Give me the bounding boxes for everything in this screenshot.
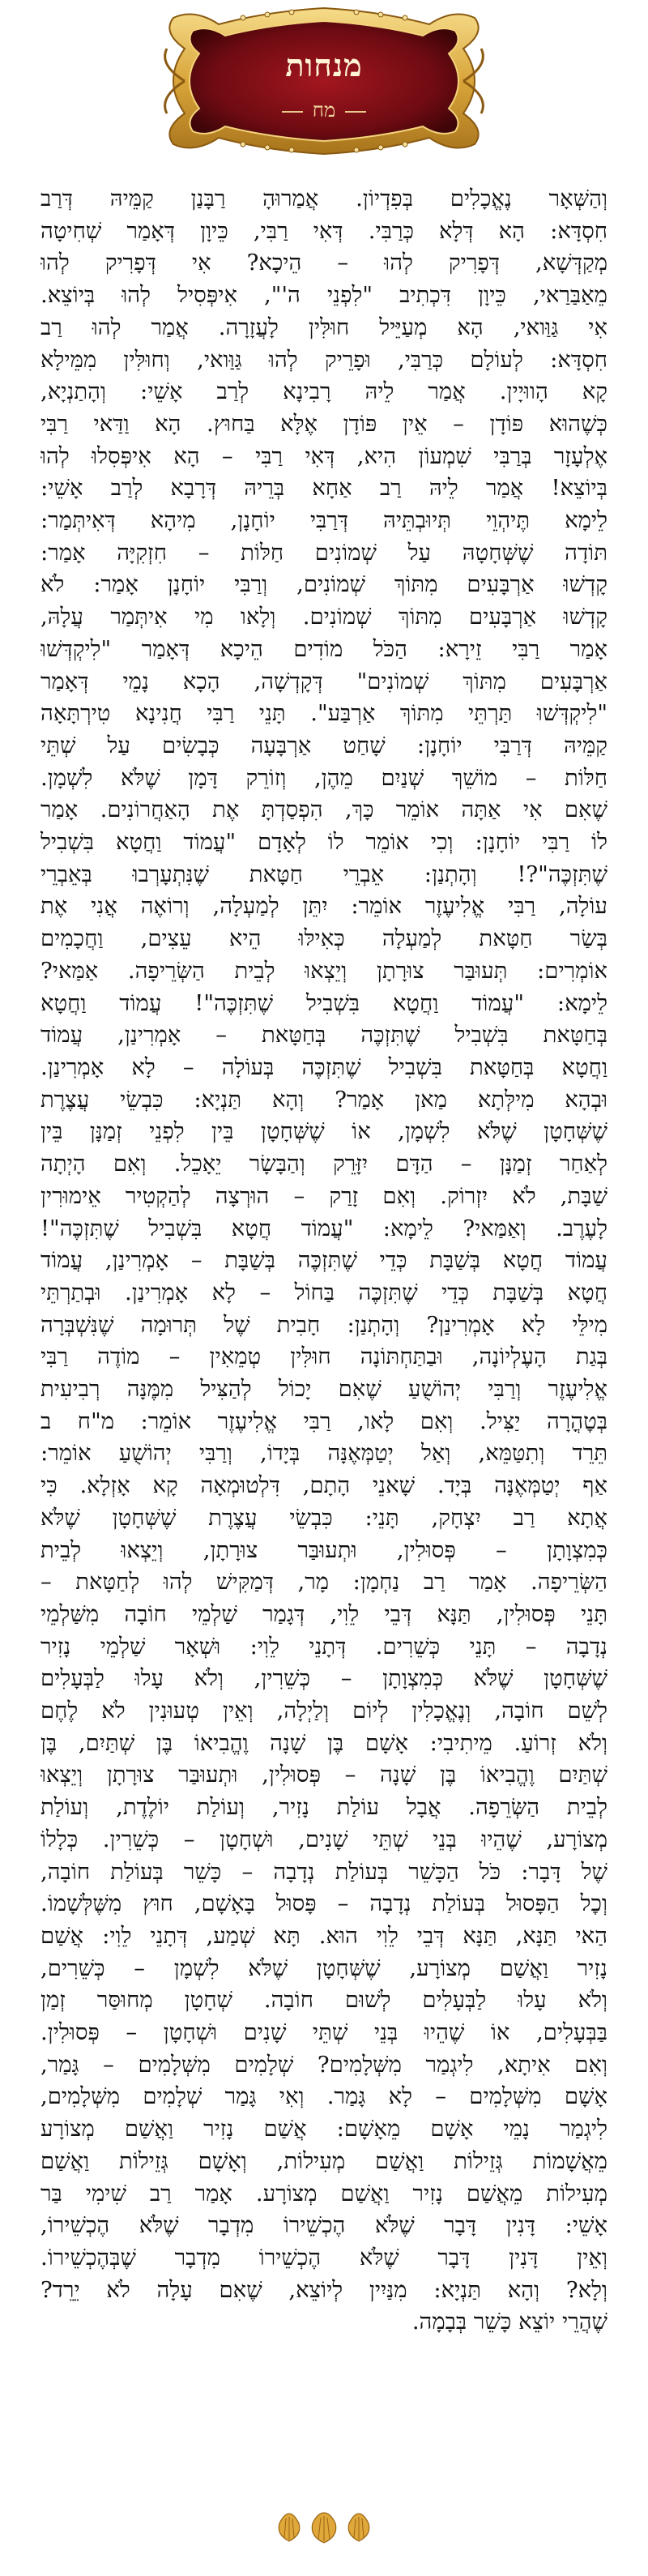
page-header bbox=[0, 0, 648, 162]
text-line: וְלָא? וְהָא תַּנְיָא: מִנַּיִין לְיוֹצֵא, שֶׁאִם עָלָה לֹא יֵרֵד? bbox=[40, 2276, 608, 2303]
text-line: וַחֲטָא בְּחַטָּאת בִּשְׁבִיל שֶׁתִּזְכֶּה בְּעוֹלָה – לָא אָמְרִינַן. bbox=[40, 1053, 608, 1080]
tractate-title: מנחות bbox=[285, 47, 363, 83]
text-line: חִסְדָּא: הָא דְּלָא כְּרַבִּי. דְּאִי רַבִּי, כֵּיוָן דְּאָמַר שְׁחִיטָה bbox=[40, 217, 608, 244]
text-line: אַרְבָּעִים מִתּוֹךְ שְׁמוֹנִים" דְּקָדְשָׁה, הָכָא נָמֵי דְּאָמַר bbox=[40, 668, 608, 694]
text-line: נְדָבָה – תָּנֵי כְּשֵׁרִים. דְּתָנֵי לֵוִי: וּשְׁאָר שַׁלְמֵי נָזִיר bbox=[40, 1633, 608, 1660]
text-line: שַׁבָּת, לֹא יִזְרוֹק. וְאִם זָרַק – הוּרְצָה לְהַקְטִיר אֵימוּרִין bbox=[40, 1182, 608, 1209]
text-line: שְׁתַּיִם וֶהֱבִיאוֹ בֶּן שָׁנָה – פְּסוּלִין, וּתְעוּבַּר צוּרָתָן וְיֵצְאוּ bbox=[40, 1762, 608, 1788]
text-line: אָשֵׁי: דָּנִין דָּבָר שֶׁלֹּא הֶכְשֵׁירוֹ מִדְבָר שֶׁלֹּא הֶכְשֵׁירוֹ, bbox=[40, 2212, 608, 2239]
text-line: מְקַדְּשָׁא, דְּפָרִיק לְהוּ – הֵיכָא? אִי דְּפָרִיק לְהוּ bbox=[40, 250, 608, 276]
text-line: הַאי תַּנָּא, תַּנָּא דְּבֵי לֵוִי הוּא. תָּא שְׁמַע, דְּתָנֵי לֵוִי: אֲשַׁם bbox=[40, 1922, 608, 1949]
text-line: שֶׁאִם אִי אַתָּה אוֹמֵר כָּךְ, הִפְסַדְתָּ אֶת הָאַחֲרוֹנִים. אָמַר bbox=[40, 797, 608, 823]
text-line: קַמֵּיהּ דְּרַבִּי יוֹחָנָן: שָׁחַט אַרְבָּעָה כְּבָשִׂים עַל שְׁתֵּי bbox=[40, 732, 608, 758]
text-line: תָּנֵי פְּסוּלִין, תַּנָּא דְּבֵי לֵוִי, דְּגָמַר שַׁלְמֵי חוֹבָה מִשַּׁלְמֵי bbox=[40, 1600, 608, 1627]
text-line: מְעִילוֹת מֵאֲשַׁם נָזִיר וַאֲשַׁם מְצוֹרָע. אָמַר רַב שִׁימִי בַּר bbox=[40, 2180, 608, 2206]
text-line: לָעֶרֶב. וְאַמַּאי? לֵימָא: "עֲמוֹד חֲטָא בִּשְׁבִיל שֶׁתִּזְכֶּה"! bbox=[40, 1215, 608, 1241]
ornament-dash bbox=[282, 111, 303, 113]
text-line: בַּבְּעָלִים, אוֹ שֶׁהֵיוּ בְּנֵי שְׁתֵּי שָׁנִים וּשְׁחָטָן – פְּסוּלִין. bbox=[40, 2019, 608, 2046]
shell-ornament-icon bbox=[271, 2510, 377, 2546]
text-line: מֵאַבַּרַאי, כֵּיוָן דִּכְתִיב "לִפְנֵי ה'", אִיפְּסִיל לְהוּ בְּיוֹצֵא. bbox=[40, 282, 608, 309]
ornament-dash bbox=[345, 111, 366, 113]
text-line: שֶׁשְּׁחָטָן שֶׁלֹּא כְּמִצְוָתָן – כְּשֵׁרִין, וְלֹא עָלוּ לַבְּעָלִים bbox=[40, 1665, 608, 1692]
text-line: וְאִם אִיתָא, לִיגְמַר מִשְּׁלָמִים? שְׁלָמִים מִשְּׁלָמִים – גָּמַר, bbox=[40, 2051, 608, 2078]
text-line: אִי גַּוַּואי, הָא מְעַיֵּיל חוּלִּין לָעֲזָרָה. אֲמַר לְהוּ רַב bbox=[40, 314, 608, 340]
text-line: שֶׁשְּׁחָטָן שֶׁלֹּא לִשְׁמָן, אוֹ שֶׁשְּׁחָטָן בֵּין לִפְנֵי זְמַנָּן בֵּין bbox=[40, 1118, 608, 1145]
text-line: וְכׇל הַפָּסוּל בְּעוֹלַת נְדָבָה – פָּסוּל בָּאָשָׁם, חוּץ מִשֶּׁלְּשָׁמוֹ. bbox=[40, 1890, 608, 1917]
text-line: אֱלִיעֶזֶר וְרַבִּי יְהוֹשֻׁעַ שֶׁאִם יָכוֹל לְהַצִּיל מִמֶּנָּה רְבִיעִית bbox=[40, 1376, 608, 1403]
text-line: מֵאֲשָׁמוֹת גְּזֵילוֹת וַאֲשַׁם מְעִילוֹת, וְאָשָׁם גְּזֵילוֹת וַאֲשַׁם bbox=[40, 2147, 608, 2174]
text-line: לְאַחַר זְמַנָּן – הַדָּם יִזָּרֵק וְהַבָּשָׂר יֵאָכֵל. וְאִם הָיְתָה bbox=[40, 1151, 608, 1177]
text-line: עוֹלָה, רַבִּי אֱלִיעֶזֶר אוֹמֵר: יִתֵּן לְמַעְלָה, וְרוֹאֶה אֲנִי אֶת bbox=[40, 893, 608, 920]
text-line: קָדְשׁוּ אַרְבָּעִים מִתּוֹךְ שְׁמוֹנִים. וְלָאו מִי אִיתְּמַר עֲלָהּ, bbox=[40, 604, 608, 630]
text-line: בְּגַת הָעֶלְיוֹנָה, וּבַתַּחְתּוֹנָה חוּלִּין טְמֵאִין – מוֹדֶה רַבִּי bbox=[40, 1344, 608, 1370]
text-line: אוֹמְרִים: תְּעוּבַּר צוּרָתָן וְיֵצְאוּ לְבֵית הַשְּׂרֵיפָה. אַמַּאי? bbox=[40, 957, 608, 984]
text-line: חַלּוֹת – מוֹשֵׁךְ שְׁנַיִם מֵהֶן, וְזוֹרֵק דָּמָן שֶׁלֹּא לִשְׁמָן. bbox=[40, 764, 608, 791]
text-line: מְצוֹרָע, שֶׁהֵיוּ בְּנֵי שְׁתֵּי שָׁנִים, וּשְׁחָטָן – כְּשֵׁרִין. כְּלָלוֹ bbox=[40, 1826, 608, 1852]
text-line: אַף יְטַמְּאֶנָּה בְּיָד. שָׁאנֵי הָתָם, דִּלְטוּמְאָה קָא אָזְלָא. כִּי bbox=[40, 1472, 608, 1499]
text-line: בְּחַטָּאת בִּשְׁבִיל שֶׁתִּזְכֶּה בְּחַטָּאת – אָמְרִינַן, עֲמוֹד bbox=[40, 1022, 608, 1049]
text-line: מִילֵּי לָא אָמְרִינַן? וְהָתְנַן: חָבִית שֶׁל תְּרוּמָה שֶׁנִּשְׁבְּרָה bbox=[40, 1311, 608, 1338]
text-line: בְּשַׂר חַטָּאת לְמַעְלָה כְּאִילּוּ הֵיא עֵצִים, וַחֲכָמִים bbox=[40, 925, 608, 952]
daf-number bbox=[0, 99, 648, 122]
talmud-text bbox=[40, 183, 608, 2339]
text-line: הַשְּׂרֵיפָה. אָמַר רַב נַחְמָן: מָר, דְּמַקִּישׁ לְהוּ לְחַטָּאת – bbox=[40, 1569, 608, 1596]
page-footer bbox=[0, 2510, 648, 2551]
text-line: וּבְהָא מִילְּתָא מַאן אָמַר? וְהָא תַּנְיָא: כִּבְשֵׂי עֲצֶרֶת bbox=[40, 1086, 608, 1113]
text-line: אָמַר רַבִּי זֵירָא: הַכֹּל מוֹדִים הֵיכָא דְּאָמַר "לִיקְדְּשׁוּ bbox=[40, 635, 608, 662]
text-line: וְאֵין דָּנִין דָּבָר שֶׁלֹּא הֶכְשֵׁירוֹ מִדְבָר שֶׁבְּהֶכְשֵׁירוֹ. bbox=[40, 2245, 608, 2271]
text-line: אֶלְעָזָר בְּרַבִּי שִׁמְעוֹן הִיא, דְּאִי רַבִּי – הָא אִיפְּסִלוּ לְהוּ bbox=[40, 442, 608, 469]
text-line: לְבֵית הַשְּׂרֵפָה. אֲבָל עוֹלַת נָזִיר, וְעוֹלַת יוֹלֶדֶת, וְעוֹלַת bbox=[40, 1794, 608, 1821]
text-line: לוֹ רַבִּי יוֹחָנָן: וְכִי אוֹמֵר לוֹ לְאָדָם "עֲמוֹד וַחֲטָא בִּשְׁבִיל bbox=[40, 829, 608, 856]
text-line: אָשָׁם מִשְּׁלָמִים – לָא גָּמַר. וְאִי גָּמַר שְׁלָמִים מִשְּׁלָמִים, bbox=[40, 2083, 608, 2110]
text-line: חֲטָא בְּשַׁבָּת כְּדֵי שֶׁתִּזְכֶּה בַּחוֹל – לָא אָמְרִינַן. וּבְתַרְתֵּי bbox=[40, 1279, 608, 1305]
text-line: קָדְשׁוּ אַרְבָּעִים מִתּוֹךְ שְׁמוֹנִים, וְרַבִּי יוֹחָנָן אָמַר: לֹא bbox=[40, 571, 608, 598]
text-line: עֲמוֹד חֲטָא בְּשַׁבָּת כְּדֵי שֶׁתִּזְכֶּה בְּשַׁבָּת – אָמְרִינַן, עֲמוֹד bbox=[40, 1247, 608, 1274]
text-line: כְּשֶׁהוּא פּוֹדָן – אֵין פּוֹדָן אֶלָּא בַּחוּץ. הָא וַדַּאי רַבִּי bbox=[40, 410, 608, 437]
daf-label: מח bbox=[312, 99, 336, 122]
text-line: קָא הָווּיָין. אֲמַר לֵיהּ רָבִינָא לְרַב אָשֵׁי: וְהָתַנְיָא, bbox=[40, 378, 608, 405]
text-line: שֶׁל דָּבָר: כֹּל הַכָּשֵׁר בְּעוֹלַת נְדָבָה – כָּשֵׁר בְּעוֹלַת חוֹבָה, bbox=[40, 1858, 608, 1885]
text-line: בְּטׇהֳרָה יַצִּיל. וְאִם לָאו, רַבִּי אֱלִיעֶזֶר אוֹמֵר: מ"ח ב bbox=[40, 1408, 608, 1434]
text-line: שֶׁהֲרֵי יוֹצֵא כָּשֵׁר בְּבָמָה. bbox=[411, 2309, 608, 2335]
text-line: כְּמִצְוָתָן – פְּסוּלִין, וּתְעוּבַּר צוּרָתָן, וְיֵצְאוּ לְבֵית bbox=[40, 1536, 608, 1563]
text-line: וְלֹא זְרוֹעַ. מֵיתִיבִי: אָשָׁם בֶּן שָׁנָה וֶהֱבִיאוֹ בֶּן שְׁתַּיִם, בֶּן bbox=[40, 1729, 608, 1756]
text-line: אֲתָא רַב יִצְחָק, תָּנֵי: כִּבְשֵׂי עֲצֶרֶת שֶׁשְּׁחָטָן שֶׁלֹּא bbox=[40, 1504, 608, 1531]
text-line: שֶׁתִּזְכֶּה"?! וְהָתְנַן: אֵבְרֵי חַטָּאת שֶׁנִּתְעָרְבוּ בְּאֵבְרֵי bbox=[40, 861, 608, 887]
text-line: לֵימָא תֶּיהְוֵי תְּיוּבְתֵּיהּ דְּרַבִּי יוֹחָנָן, מִיהָא דְּאִיתְּמַר: bbox=[40, 507, 608, 534]
text-line: לְשֵׁם חוֹבָה, וְנֶאֱכָלִין לְיוֹם וְלַיְלָה, וְאֵין טְעוּנִין לֹא לֶחֶם bbox=[40, 1698, 608, 1724]
text-line: חִסְדָּא: לְעוֹלָם כְּרַבִּי, וּפָרֵיק לְהוּ גַּוַּואי, וְחוּלִּין מִמֵּילָא bbox=[40, 346, 608, 373]
text-line: לֵימָא: "עֲמוֹד וַחֲטָא בִּשְׁבִיל שֶׁתִּזְכֶּה"! עֲמוֹד וַחֲטָא bbox=[40, 989, 608, 1016]
text-line: וְהַשְּׁאָר נֶאֱכָלִים בְּפִדְיוֹן. אֲמַרוּהָ רַבָּנַן קַמֵּיהּ דְּרַב bbox=[40, 186, 608, 211]
text-line: תֵּרֵד וְתִטַּמֵּא, וְאַל יְטַמְּאֶנָּה בְּיָדוֹ, וְרַבִּי יְהוֹשֻׁעַ אוֹמֵר: bbox=[40, 1440, 608, 1467]
text-line: בְּיוֹצֵא! אֲמַר לֵיהּ רַב אַחָא בְּרֵיהּ דְּרָבָא לְרַב אָשֵׁי: bbox=[40, 475, 608, 502]
text-line: נָזִיר וַאֲשַׁם מְצוֹרָע, שֶׁשְּׁחָטָן שֶׁלֹּא לִשְׁמָן – כְּשֵׁרִים, bbox=[40, 1954, 608, 1981]
text-line: תּוֹדָה שֶׁשְּׁחָטָהּ עַל שְׁמוֹנִים חַלּוֹת – חִזְקִיָּה אָמַר: bbox=[40, 539, 608, 566]
text-line: וְלֹא עָלוּ לַבְּעָלִים לְשׁוּם חוֹבָה. שְׁחָטָן מְחוּסַּר זְמַן bbox=[40, 1987, 608, 2014]
text-line: "לִיקְדְּשׁוּ תַּרְתֵּי מִתּוֹךְ אַרְבַּע". תָּנֵי רַבִּי חֲנִינָא טִירְתָּאָה bbox=[40, 700, 608, 727]
text-line: לִיגְמַר נָמֵי אָשָׁם מֵאָשָׁם: אֲשַׁם נָזִיר וַאֲשַׁם מְצוֹרָע bbox=[40, 2116, 608, 2142]
